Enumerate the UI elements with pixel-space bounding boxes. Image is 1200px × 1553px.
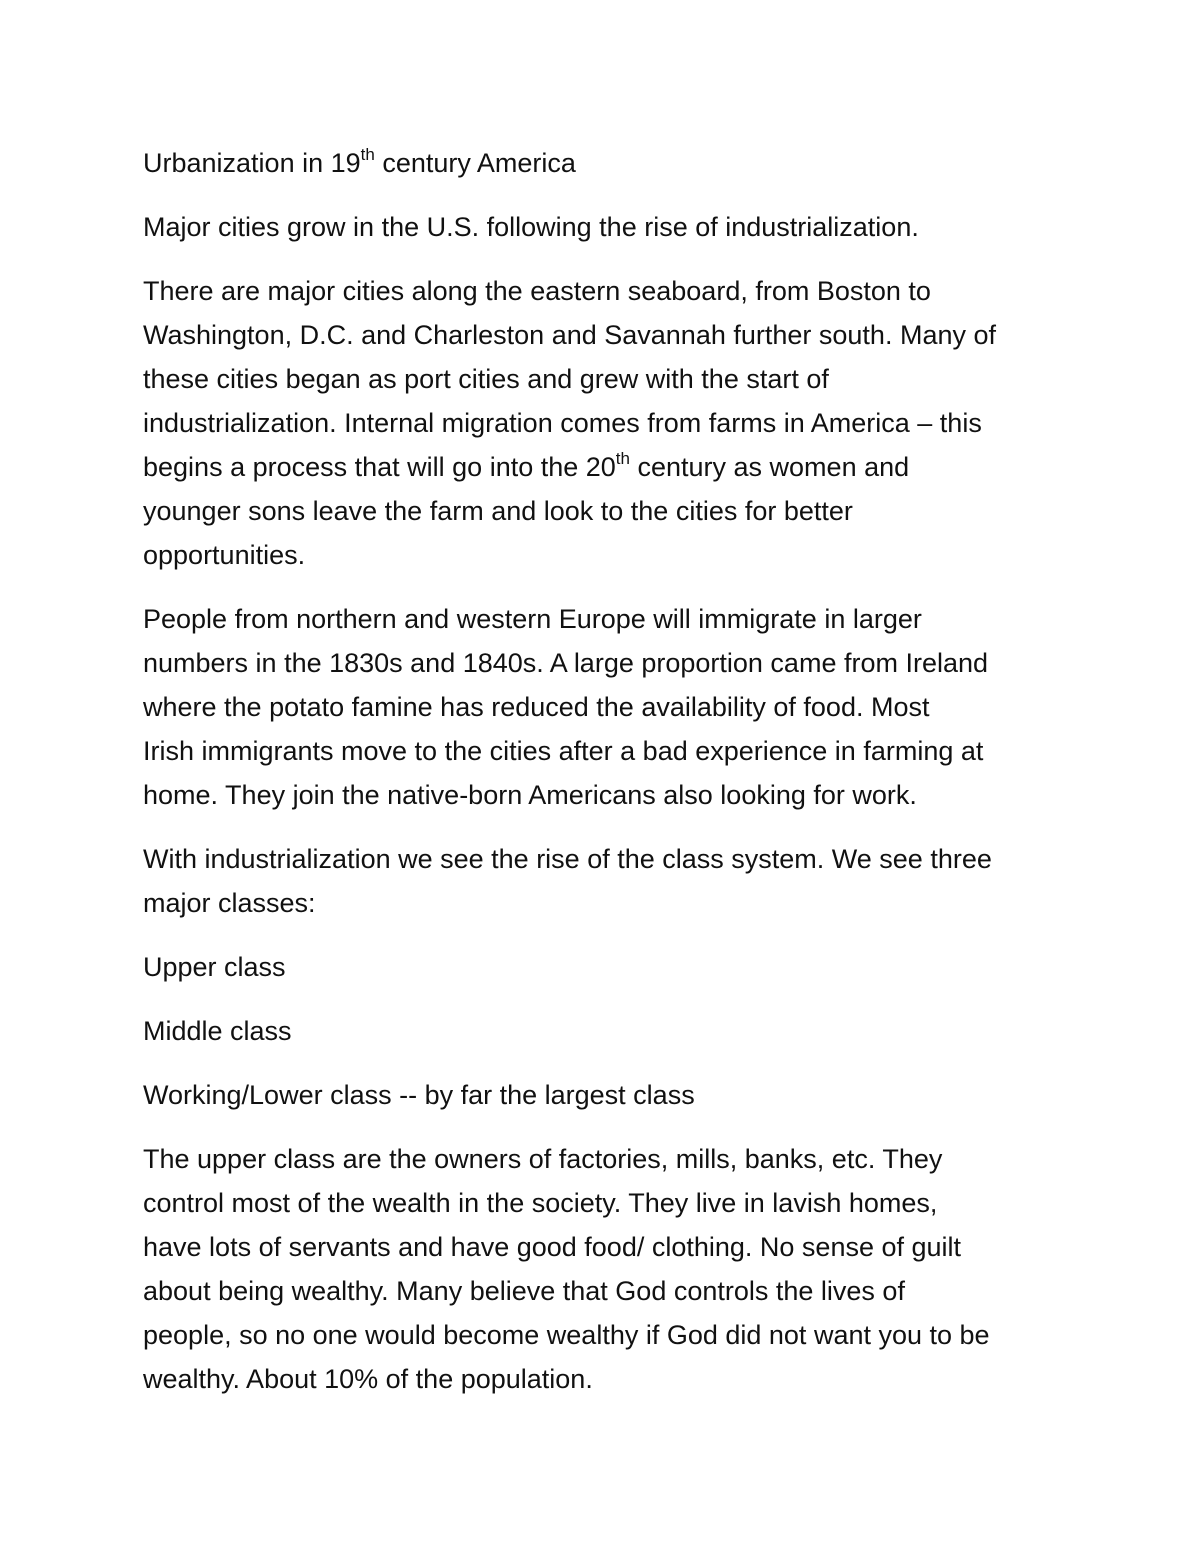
title-text: Urbanization in 19 xyxy=(143,148,361,178)
title-superscript: th xyxy=(360,145,375,164)
immigration-paragraph xyxy=(143,597,1073,817)
text-line: wealthy. About 10% of the population. xyxy=(143,1364,593,1394)
text-line: There are major cities along the eastern seaboard, from Boston to xyxy=(143,276,931,306)
text-line: People from northern and western Europe will immigrate in larger xyxy=(143,604,922,634)
text-line: Irish immigrants move to the cities after a bad experience in farming at xyxy=(143,736,984,766)
text-line: people, so no one would become wealthy if God did not want you to be xyxy=(143,1320,990,1350)
text-line: have lots of servants and have good food/ clothing. No sense of guilt xyxy=(143,1232,962,1262)
cities-paragraph xyxy=(143,269,1073,577)
document-body xyxy=(143,141,1073,1421)
upper-class-paragraph xyxy=(143,1137,1073,1401)
century-superscript: th xyxy=(615,449,630,468)
text-line: control most of the wealth in the society. They live in lavish homes, xyxy=(143,1188,938,1218)
text-line: Washington, D.C. and Charleston and Savannah further south. Many of xyxy=(143,320,996,350)
text-line xyxy=(143,445,1073,489)
text-line: industrialization. Internal migration comes from farms in America – this xyxy=(143,408,982,438)
text-fragment: begins a process that will go into the 20 xyxy=(143,452,616,482)
text-line: home. They join the native-born Americans also looking for work. xyxy=(143,780,917,810)
document-title xyxy=(143,141,1073,185)
class-item-middle: Middle class xyxy=(143,1016,292,1046)
text-line: where the potato famine has reduced the availability of food. Most xyxy=(143,692,930,722)
class-item-upper: Upper class xyxy=(143,952,286,982)
text-line: younger sons leave the farm and look to the cities for better xyxy=(143,496,853,526)
text-line: With industrialization we see the rise of the class system. We see three xyxy=(143,844,992,874)
text-line: these cities began as port cities and grew with the start of xyxy=(143,364,829,394)
intro-paragraph: Major cities grow in the U.S. following the rise of industrialization. xyxy=(143,212,919,242)
class-system-paragraph xyxy=(143,837,1073,925)
text-line: major classes: xyxy=(143,888,316,918)
text-line: The upper class are the owners of factories, mills, banks, etc. They xyxy=(143,1144,943,1174)
class-item-working: Working/Lower class -- by far the largest class xyxy=(143,1080,695,1110)
text-line: numbers in the 1830s and 1840s. A large proportion came from Ireland xyxy=(143,648,989,678)
title-text-end: century America xyxy=(374,148,576,178)
text-line: opportunities. xyxy=(143,540,306,570)
text-fragment: century as women and xyxy=(629,452,910,482)
text-line: about being wealthy. Many believe that God controls the lives of xyxy=(143,1276,905,1306)
